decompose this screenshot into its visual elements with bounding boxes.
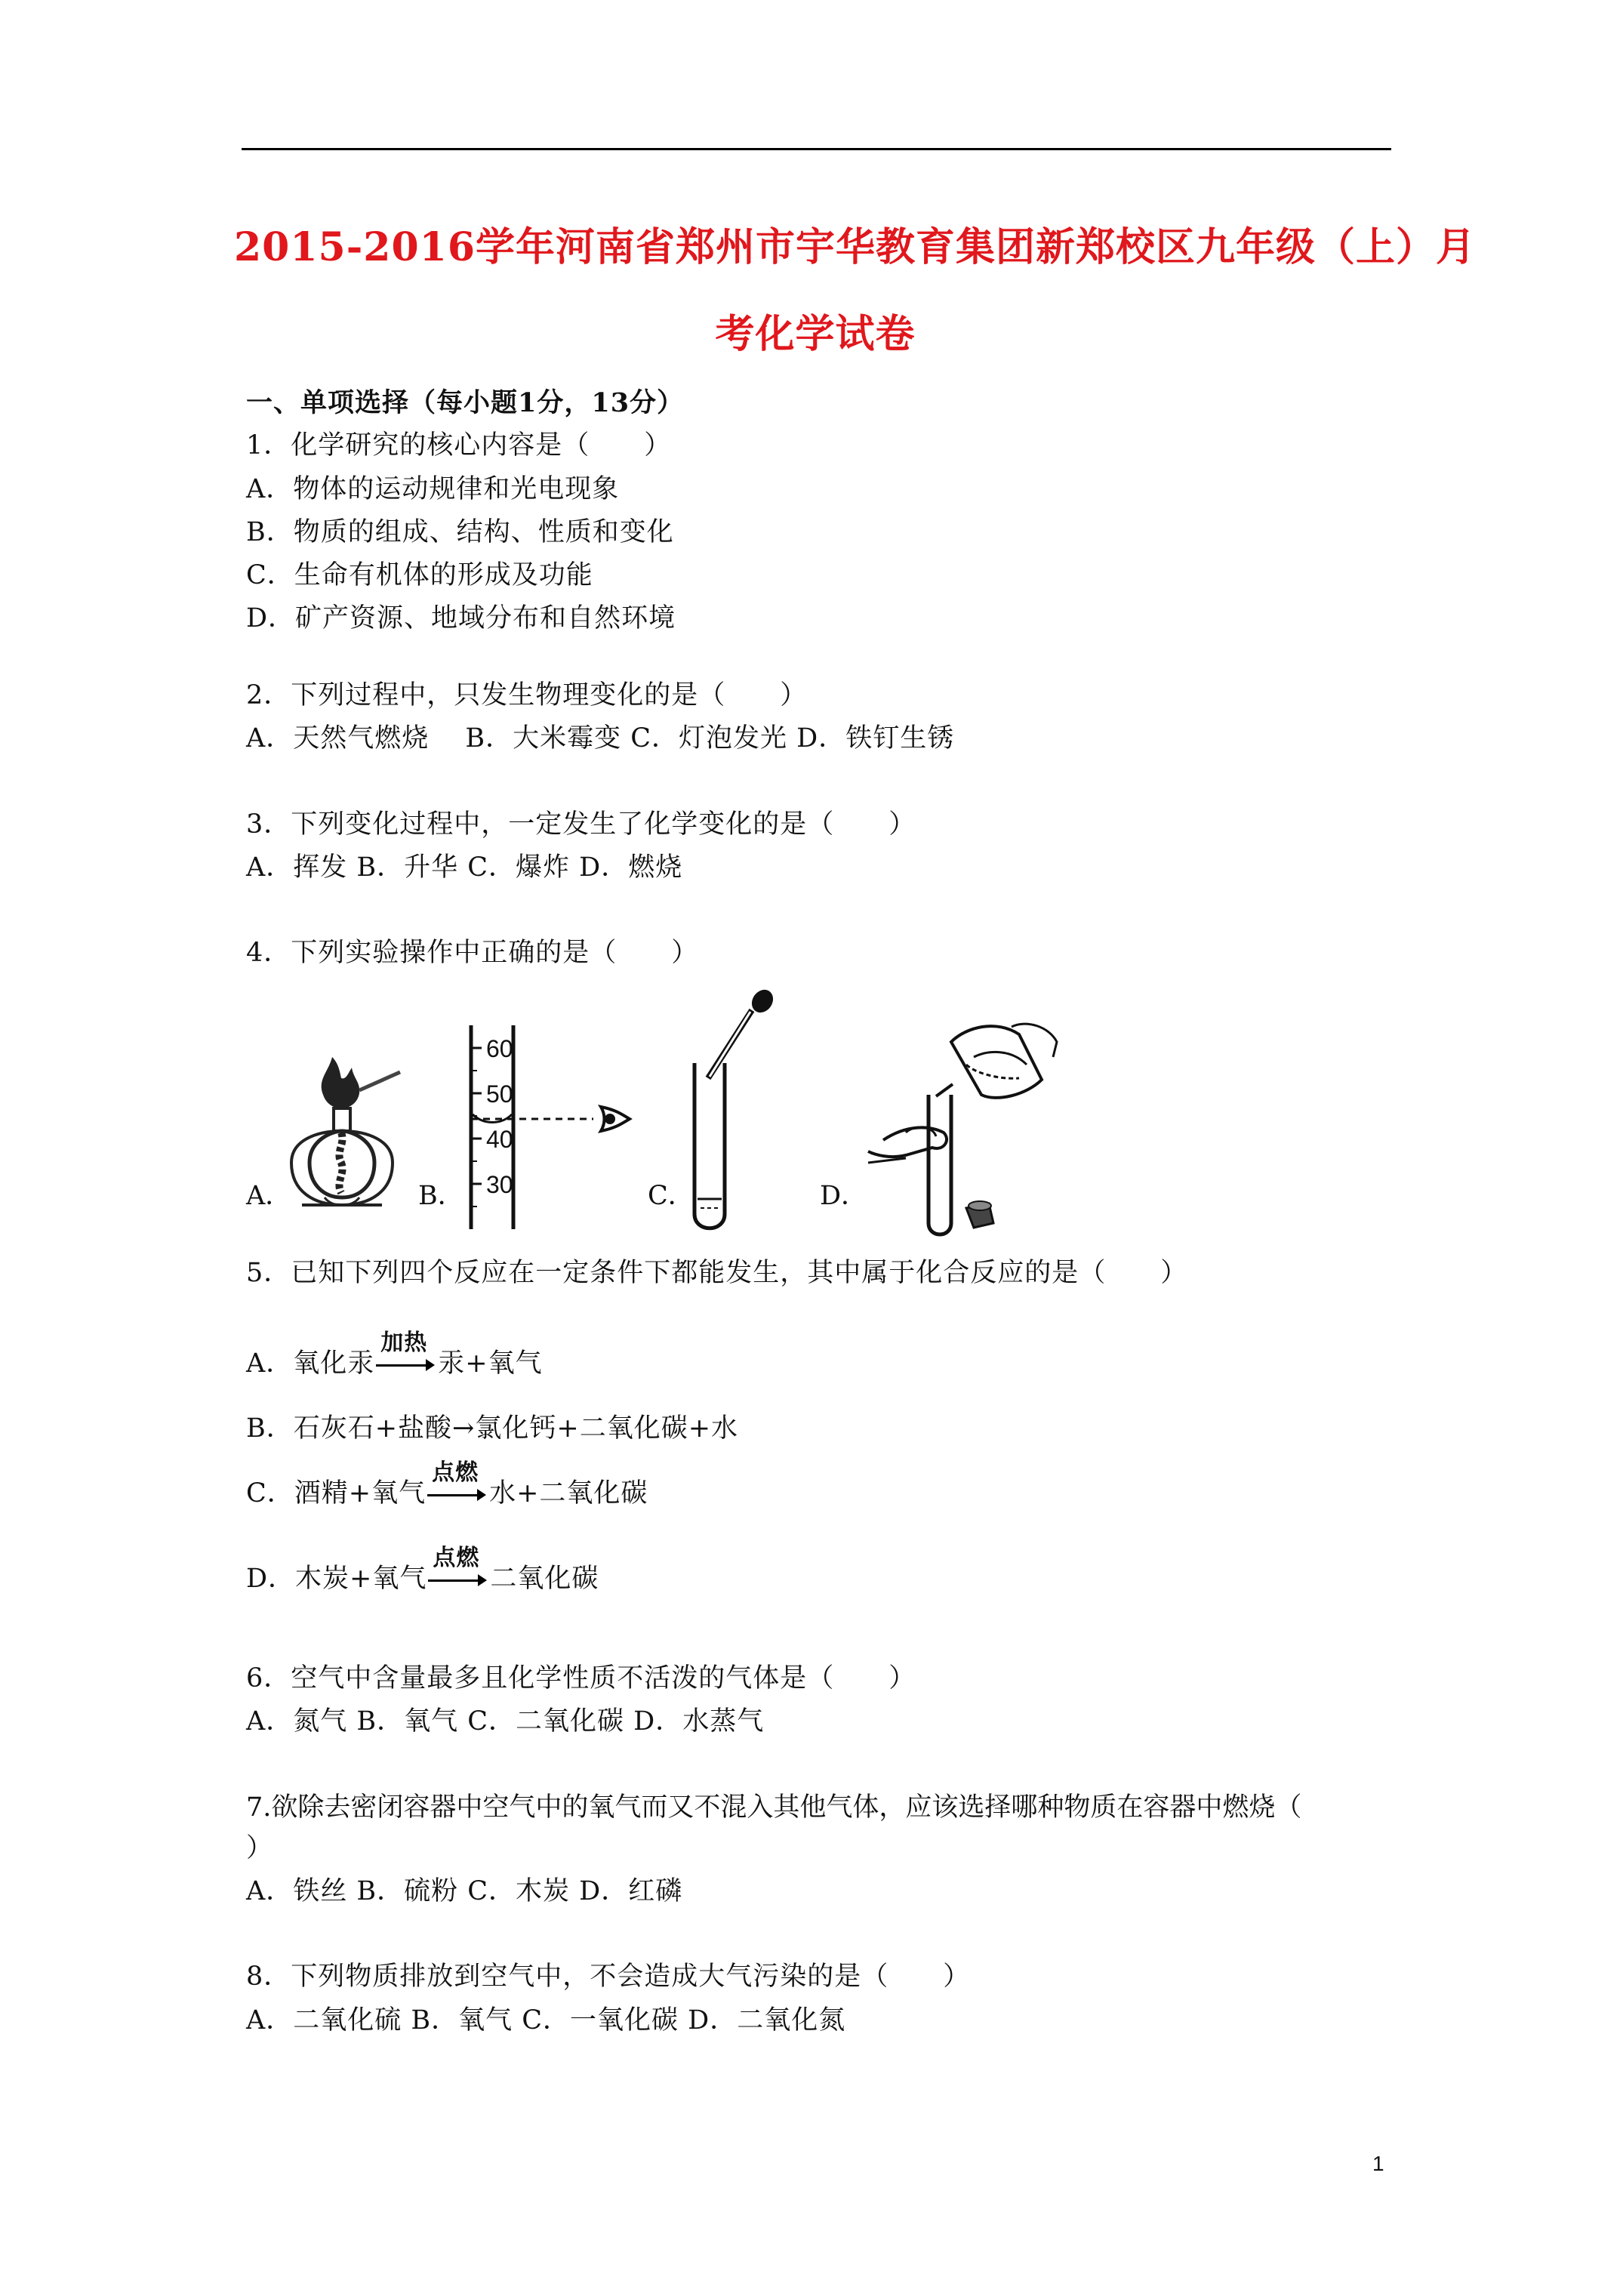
cylinder-tick-50: 50 (486, 1080, 513, 1108)
q7-stem-end: ） (246, 1833, 274, 1863)
q5-option-b: B．石灰石+盐酸→氯化钙+二氧化碳+水 (246, 1413, 739, 1444)
reaction-arrow-c (427, 1459, 488, 1506)
q1-option-a: A．物体的运动规律和光电现象 (246, 474, 620, 504)
alcohol-lamp-figure (287, 1049, 430, 1238)
q5-d-condition: 点燃 (433, 1544, 480, 1571)
q5-option-c (246, 1459, 648, 1510)
q5-d-products: 二氧化碳 (490, 1564, 599, 1594)
q5-c-products: 水+二氧化碳 (489, 1478, 648, 1509)
cylinder-tick-40: 40 (486, 1126, 513, 1153)
exam-title-line2: 考化学试卷 (715, 311, 916, 357)
q1-stem: 1．化学研究的核心内容是（ ） (246, 430, 672, 461)
exam-title-line1: 2015-2016学年河南省郑州市宇华教育集团新郑校区九年级（上）月 (234, 224, 1477, 270)
q6-stem: 6．空气中含量最多且化学性质不活泼的气体是（ ） (246, 1663, 916, 1693)
header-rule (242, 148, 1391, 150)
q5-d-reactants: D．木炭+氧气 (246, 1564, 427, 1594)
q1-option-b: B．物质的组成、结构、性质和变化 (246, 517, 674, 547)
q5-c-reactants: C．酒精+氧气 (246, 1478, 427, 1509)
q1-option-c: C．生命有机体的形成及功能 (246, 560, 593, 590)
q5-option-a (246, 1329, 543, 1380)
q5-option-d (246, 1544, 599, 1595)
q2-stem: 2．下列过程中，只发生物理变化的是（ ） (246, 680, 808, 710)
q2-options: A．天然气燃烧 B．大米霉变 C．灯泡发光 D．铁钉生锈 (246, 723, 955, 754)
q3-stem: 3．下列变化过程中，一定发生了化学变化的是（ ） (246, 809, 916, 840)
page-number: 1 (1372, 2152, 1384, 2175)
q7-options: A．铁丝 B．硫粉 C．木炭 D．红磷 (246, 1876, 683, 1906)
q4-label-d: D． (820, 1181, 868, 1211)
q3-options: A．挥发 B．升华 C．爆炸 D．燃烧 (246, 852, 683, 883)
q6-options: A．氮气 B．氧气 C．二氧化碳 D．水蒸气 (246, 1706, 765, 1737)
q5-a-reactants: A．氧化汞 (246, 1348, 375, 1379)
q1-option-d: D．矿产资源、地域分布和自然环境 (246, 603, 676, 633)
q5-a-condition: 加热 (380, 1329, 428, 1356)
q4-label-c: C． (648, 1181, 694, 1211)
cylinder-tick-30: 30 (486, 1171, 513, 1198)
pouring-liquid-figure (861, 1012, 1072, 1238)
q4-label-a: A． (246, 1181, 292, 1211)
section-heading: 一、单项选择（每小题1分，13分） (246, 387, 685, 418)
q8-options: A．二氧化硫 B．氧气 C．一氧化碳 D．二氧化氮 (246, 2005, 846, 2036)
q5-stem: 5．已知下列四个反应在一定条件下都能发生，其中属于化合反应的是（ ） (246, 1258, 1188, 1288)
cylinder-tick-60: 60 (486, 1035, 513, 1062)
reaction-arrow-a (376, 1329, 436, 1376)
q5-a-products: 汞+氧气 (438, 1348, 543, 1379)
dropper-test-tube-figure (679, 988, 793, 1244)
q8-stem: 8．下列物质排放到空气中，不会造成大气污染的是（ ） (246, 1962, 971, 1992)
q4-label-b: B． (418, 1181, 464, 1211)
q7-stem: 7.欲除去密闭容器中空气中的氧气而又不混入其他气体，应该选择哪种物质在容器中燃烧（ (246, 1792, 1302, 1823)
q5-c-condition: 点燃 (432, 1459, 479, 1486)
reaction-arrow-d (428, 1544, 488, 1592)
q4-stem: 4．下列实验操作中正确的是（ ） (246, 938, 699, 968)
